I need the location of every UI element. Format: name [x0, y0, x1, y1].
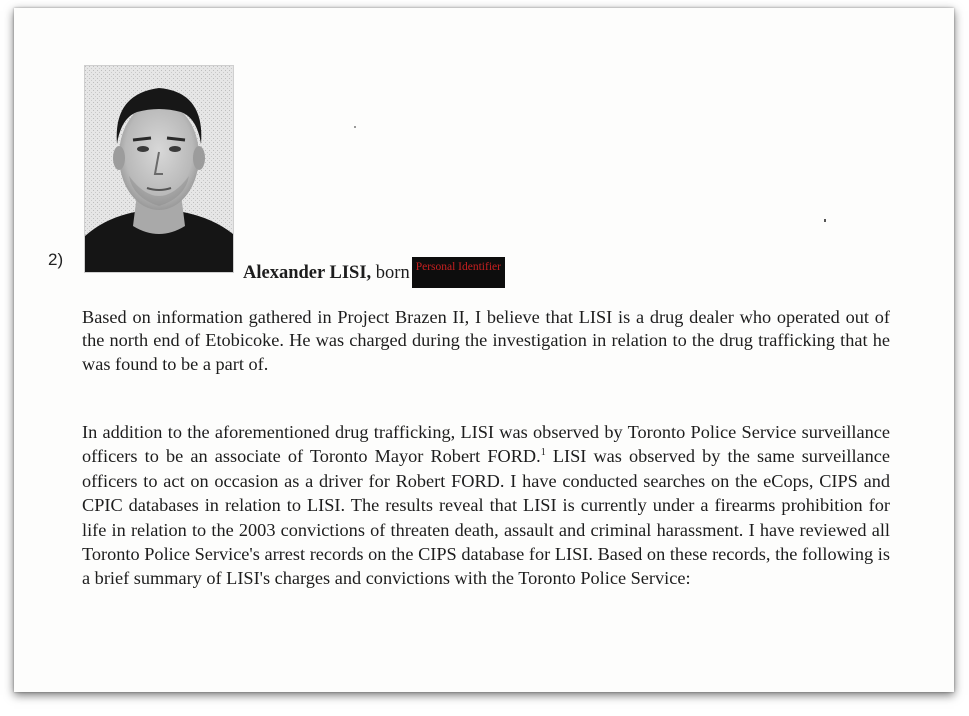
- scan-speck: [354, 126, 356, 128]
- born-label: born: [375, 263, 410, 283]
- paragraph-2-text-a: In addition to the aforementioned drug trafficking, LISI was observed by Toronto Police Service surveillance officers to be an associate of Toronto Mayor Robert FORD.: [82, 422, 890, 467]
- item-number: 2): [48, 250, 64, 269]
- scan-speck: [824, 219, 826, 222]
- portrait-image: [85, 66, 233, 272]
- document-page: [14, 8, 954, 692]
- subject-line: [243, 253, 505, 284]
- suspect-photo: [84, 65, 234, 273]
- paragraph-1: Based on information gathered in Project Brazen II, I believe that LISI is a drug dealer who operated out of the north end of Etobicoke. He was charged during the investigation in relation to the drug trafficking that he was found to be a part of.: [82, 307, 890, 374]
- subject-name: Alexander LISI,: [243, 263, 372, 283]
- footnote-marker: 1: [540, 447, 546, 459]
- redaction-box: Personal Identifier: [412, 257, 505, 288]
- paragraph-2: [82, 420, 890, 591]
- paragraph-2-text-b: LISI was observed by the same surveillance officers to act on occasion as a driver for Robert FORD. I have conducted searches on the eCops, CIPS and CPIC databases in relation to LISI. The results reveal that LISI is currently under a firearms prohibition for life in relation to the 2003 convictions of threaten death, assault and criminal harassment. I have reviewed all Toronto Police Service's arrest records on the CIPS database for LISI. Based on these records, the following is a brief summary of LISI's charges and convictions with the Toronto Police Service:: [82, 446, 891, 589]
